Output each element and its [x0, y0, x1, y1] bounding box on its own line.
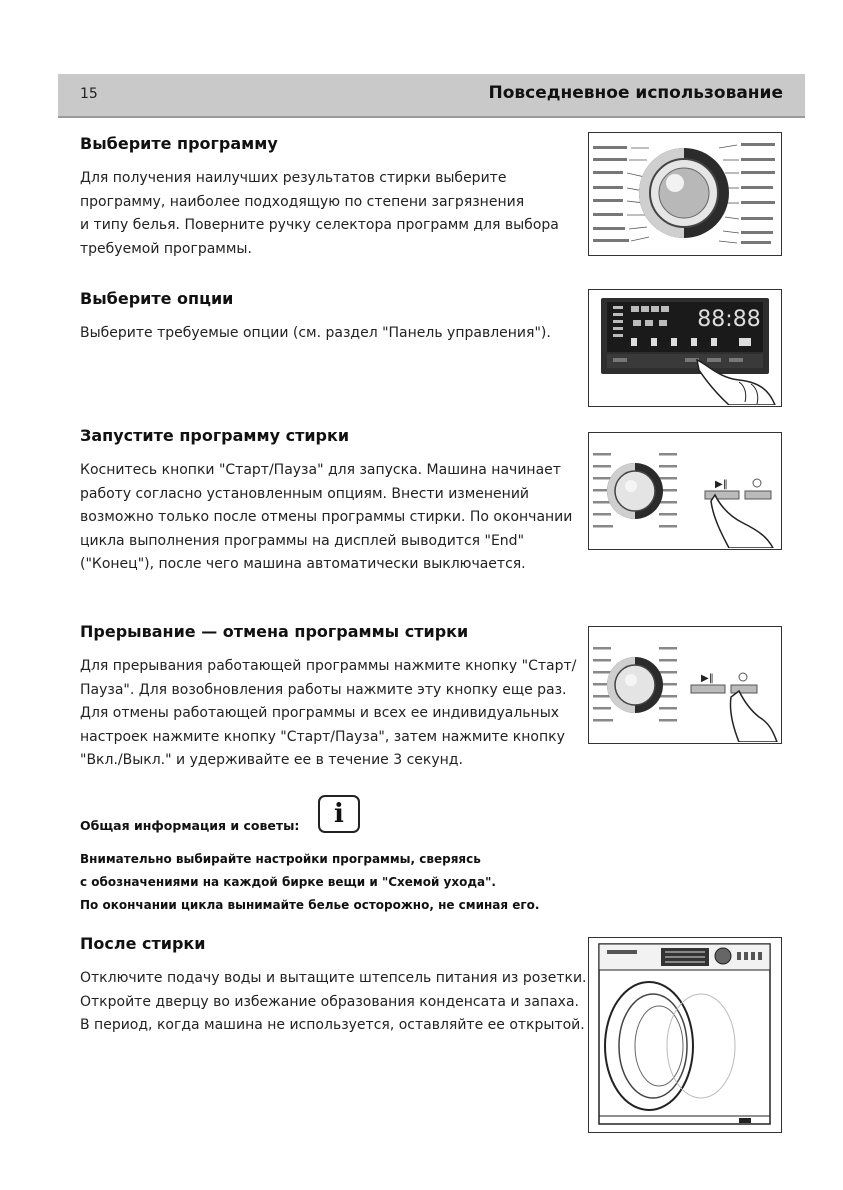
section-title: Выберите программу [80, 134, 278, 153]
power-icon [739, 673, 747, 681]
section-body [80, 322, 580, 346]
washing-machine-drawing [589, 938, 780, 1131]
section-body [80, 167, 580, 261]
start-pause-button [705, 491, 739, 499]
power-icon [753, 479, 761, 487]
section-select-options [80, 289, 580, 346]
body-line: Для прерывания работающей программы нажмите кнопку "Старт/ [80, 658, 577, 674]
info-line: По окончании цикла вынимайте белье осторожно, не сминая его. [80, 898, 540, 912]
body-line: и типу белья. Поверните ручку селектора программ для выбора [80, 217, 559, 233]
info-icon: i [318, 795, 360, 833]
program-knob [615, 471, 655, 511]
brand-logo [607, 950, 637, 954]
program-knob [715, 948, 731, 964]
body-line: "Вкл./Выкл." и удерживайте ее в течение 3 секунд. [80, 752, 463, 768]
body-line: работу согласно установленным опциям. Внести изменений [80, 485, 530, 502]
power-button-drawing [589, 627, 780, 742]
power-button-illustration [588, 626, 782, 744]
body-line: Для получения наилучших результатов стирки выберите [80, 170, 507, 186]
section-title: Выберите опции [80, 289, 234, 308]
program-dial-drawing [589, 133, 780, 254]
body-line: Откройте дверцу во избежание образования конденсата и запаха. [80, 993, 579, 1010]
start-pause-illustration [588, 432, 782, 550]
body-line: настроек нажмите кнопку "Старт/Пауза", затем нажмите кнопку [80, 728, 565, 745]
body-line: ("Конец"), после чего машина автоматически выключается. [80, 556, 526, 572]
body-line: требуемой программы. [80, 240, 252, 257]
hand-icon [730, 691, 777, 742]
page-header [58, 74, 805, 118]
display-panel-illustration [588, 289, 782, 407]
section-title: Запустите программу стирки [80, 426, 350, 445]
section-body [80, 459, 580, 577]
body-line: Выберите требуемые опции (см. раздел "Панель управления"). [80, 325, 551, 341]
section-select-program [80, 134, 580, 261]
body-line: цикла выполнения программы на дисплей выводится "End" [80, 532, 525, 549]
section-body [80, 655, 580, 773]
play-pause-icon: ▶‖ [701, 673, 714, 684]
section-start-program [80, 426, 580, 577]
body-line: программу, наиболее подходящую по степени загрязнения [80, 193, 525, 210]
washing-machine-illustration [588, 937, 782, 1133]
section-after-washing [80, 934, 587, 1038]
start-pause-button [691, 685, 725, 693]
hand-icon [711, 495, 773, 548]
power-button [731, 685, 757, 693]
section-body [80, 967, 587, 1038]
body-line: Отключите подачу воды и вытащите штепсель питания из розетки. [80, 970, 587, 986]
header-title: Повседневное использование [488, 83, 783, 103]
body-line: возможно только после отмены программы стирки. По окончании [80, 509, 573, 525]
body-line: Для отмены работающей программы и всех ее индивидуальных [80, 705, 560, 721]
page-number: 15 [80, 86, 98, 102]
info-line: с обозначениями на каждой бирке вещи и "Схемой ухода". [80, 875, 496, 889]
info-line: Внимательно выбирайте настройки программы, сверяясь [80, 852, 481, 866]
section-title: После стирки [80, 934, 206, 953]
body-line: В период, когда машина не используется, оставляйте ее открытой. [80, 1017, 585, 1033]
body-line: Коснитесь кнопки "Старт/Пауза" для запуска. Машина начинает [80, 462, 561, 478]
play-pause-icon: ▶‖ [715, 479, 728, 490]
power-button [745, 491, 771, 499]
info-tips [80, 848, 540, 917]
program-knob [615, 665, 655, 705]
section-interrupt-program [80, 622, 580, 773]
display-digits: 88:88 [697, 307, 761, 332]
start-pause-drawing [589, 433, 780, 548]
section-title: Прерывание — отмена программы стирки [80, 622, 469, 641]
body-line: Пауза". Для возобновления работы нажмите эту кнопку еще раз. [80, 681, 567, 698]
display-panel-drawing [589, 290, 780, 405]
info-title: Общая информация и советы: [80, 818, 300, 833]
program-dial-illustration [588, 132, 782, 256]
